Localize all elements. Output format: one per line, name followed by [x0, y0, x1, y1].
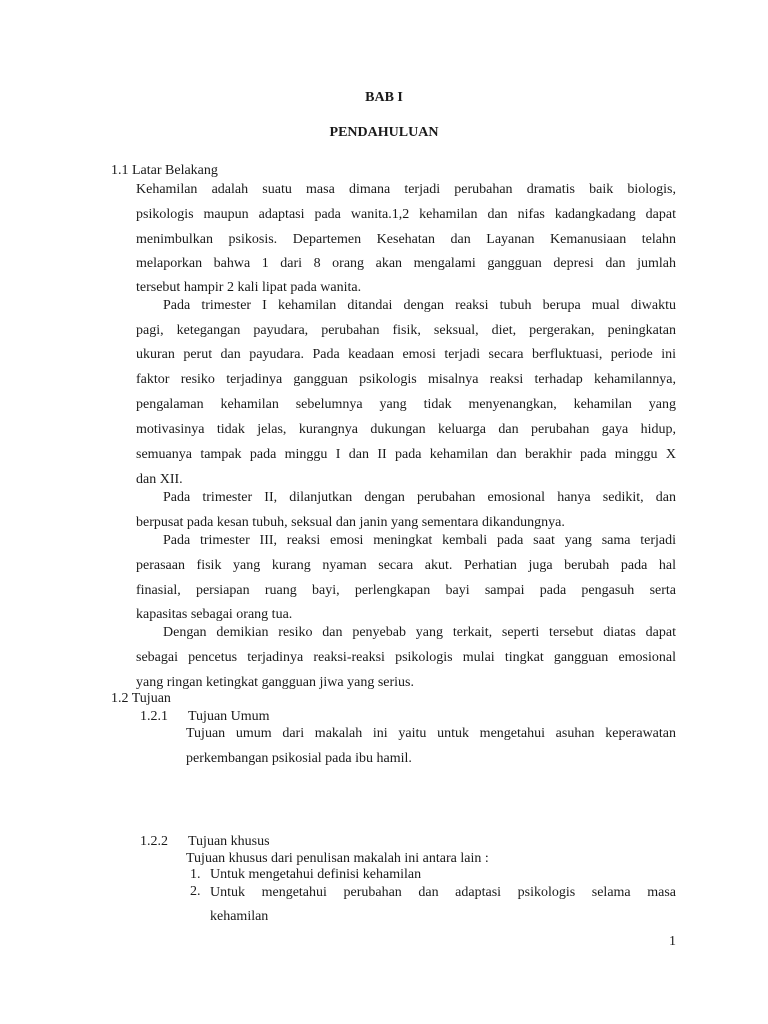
paragraph-line: perasaan fisik yang kurang nyaman secara akut. Perhatian juga berubah pada hal: [136, 558, 676, 573]
paragraph-line: ukuran perut dan payudara. Pada keadaan emosi terjadi secara berfluktuasi, periode ini: [136, 347, 676, 362]
list-item-continuation: kehamilan: [210, 909, 269, 924]
paragraph-line: melaporkan bahwa 1 dari 8 orang akan mengalami gangguan depresi dan jumlah: [136, 256, 676, 271]
chapter-title: PENDAHULUAN: [329, 125, 439, 140]
paragraph-line: pengalaman kehamilan sebelumnya yang tidak menyenangkan, kehamilan yang: [136, 397, 676, 412]
paragraph-line: perkembangan psikosial pada ibu hamil.: [186, 751, 412, 766]
paragraph-line: Pada trimester II, dilanjutkan dengan perubahan emosional hanya sedikit, dan: [163, 490, 676, 505]
subsection-1-2-1-title: Tujuan Umum: [188, 709, 270, 724]
paragraph-line: menimbulkan psikosis. Departemen Kesehatan dan Layanan Kemanusiaan telahn: [136, 232, 676, 247]
page-number: 1: [669, 934, 676, 949]
paragraph-line: pagi, ketegangan payudara, perubahan fisik, seksual, diet, pergerakan, peningkatan: [136, 323, 676, 338]
paragraph-line: berpusat pada kesan tubuh, seksual dan janin yang sementara dikandungnya.: [136, 515, 565, 530]
section-1-2-heading: 1.2 Tujuan: [111, 691, 171, 706]
paragraph-line: Pada trimester I kehamilan ditandai dengan reaksi tubuh berupa mual diwaktu: [163, 298, 676, 313]
paragraph-line: psikologis maupun adaptasi pada wanita.1,2 kehamilan dan nifas kadangkadang dapat: [136, 207, 676, 222]
paragraph-line: Kehamilan adalah suatu masa dimana terjadi perubahan dramatis baik biologis,: [136, 182, 676, 197]
section-1-1-heading: 1.1 Latar Belakang: [111, 163, 218, 178]
paragraph-line: Dengan demikian resiko dan penyebab yang terkait, seperti tersebut diatas dapat: [163, 625, 676, 640]
paragraph-line: yang ringan ketingkat gangguan jiwa yang serius.: [136, 675, 414, 690]
paragraph-line: semuanya tampak pada minggu I dan II pada kehamilan dan berakhir pada minggu X: [136, 447, 676, 462]
list-number: 2.: [190, 884, 201, 899]
subsection-1-2-2-number: 1.2.2: [140, 834, 168, 849]
chapter-number: BAB I: [365, 90, 403, 105]
list-item: Untuk mengetahui definisi kehamilan: [210, 867, 422, 882]
paragraph-line: Pada trimester III, reaksi emosi meningkat kembali pada saat yang sama terjadi: [163, 533, 676, 548]
paragraph-line: kapasitas sebagai orang tua.: [136, 607, 293, 622]
paragraph-line: dan XII.: [136, 472, 183, 487]
subsection-1-2-1-number: 1.2.1: [140, 709, 168, 724]
subsection-intro: Tujuan khusus dari penulisan makalah ini antara lain :: [186, 851, 489, 866]
paragraph-line: sebagai pencetus terjadinya reaksi-reaksi psikologis mulai tingkat gangguan emosional: [136, 650, 676, 665]
paragraph-line: finasial, persiapan ruang bayi, perlengkapan bayi sampai pada pengasuh serta: [136, 583, 676, 598]
list-item: Untuk mengetahui perubahan dan adaptasi psikologis selama masa: [210, 885, 676, 900]
subsection-1-2-2-title: Tujuan khusus: [188, 834, 270, 849]
paragraph-line: Tujuan umum dari makalah ini yaitu untuk mengetahui asuhan keperawatan: [186, 726, 676, 741]
paragraph-line: tersebut hampir 2 kali lipat pada wanita.: [136, 280, 362, 295]
paragraph-line: faktor resiko terjadinya gangguan psikologis misalnya reaksi terhadap kehamilannya,: [136, 372, 676, 387]
list-number: 1.: [190, 867, 201, 882]
paragraph-line: motivasinya tidak jelas, kurangnya dukungan keluarga dan perubahan gaya hidup,: [136, 422, 676, 437]
